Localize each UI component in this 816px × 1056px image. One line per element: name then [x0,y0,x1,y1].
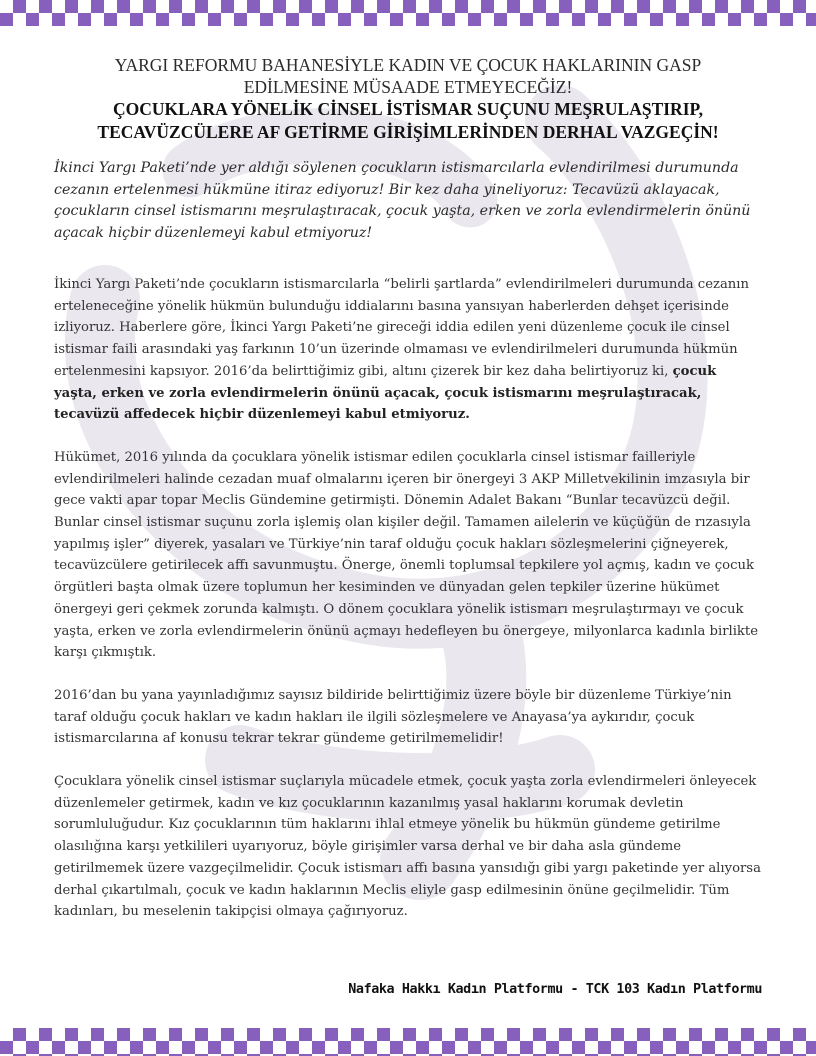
headline-line-2: TECAVÜZCÜLERE AF GETİRME GİRİŞİMLERİNDEN DERHAL VAZGEÇİN! [97,122,719,142]
paragraph-4: Çocuklara yönelik cinsel istismar suçlarıyla mücadele etmek, çocuk yaşta zorla evlendirmeleri önleyecek düzenlemeler getirmek, kadın ve kız çocuklarının kazanılmış yasal haklarını korumak devletin sorumluluğudur. Kız çocuklarının tüm haklarını ihlal etmeye yönelik bu hükmün gündeme getirilme olasılığına karşı yetkilileri uyarıyoruz, böyle girişimler varsa derhal ve bir daha asla gündeme getirilmemek üzere vazgeçilmelidir. Çocuk istismarı affı basına yansıdığı gibi yargı paketinde yer alıyorsa derhal çıkartılmalı, çocuk ve kadın haklarının Meclis eliyle gasp edilmesinin önüne geçilmelidir. Tüm kadınları, bu meselenin takipçisi olmaya çağırıyoruz. [54,774,761,920]
signature: Nafaka Hakkı Kadın Platformu - TCK 103 Kadın Platformu [348,982,762,997]
paragraph-1-text: İkinci Yargı Paketi’nde çocukların istismarcılarla “belirli şartlarda” evlendirilmeleri durumunda cezanın erteleneceğine yönelik hükmün bulunduğu iddialarını basına yansıyan haberlerden dehşet içerisinde izliyoruz. Haberlere göre, İkinci Yargı Paketi’ne gireceği iddia edilen yeni düzenleme çocuk ile cinsel istismar faili arasındaki yaş farkının 10’un üzerinde olmaması ve evlendirilmeleri durumunda hükmün ertelenmesini kapsıyor. 2016’da belirttiğimiz gibi, altını çizerek bir kez daha belirtiyoruz ki, [54,277,750,379]
document-title [54,54,762,98]
paragraph-1 [54,274,762,426]
title-line-1: YARGI REFORMU BAHANESİYLE KADIN VE ÇOCUK HAKLARININ GASP [114,55,702,75]
paragraph-1-emphasis: çocuk yaşta, erken ve zorla evlendirmelerin önünü açacak, çocuk istismarını meşrulaştıracak, tecavüzü affedecek hiçbir düzenlemeyi kabul etmiyoruz. [54,363,717,423]
document-body [54,54,762,944]
headline-line-1: ÇOCUKLARA YÖNELİK CİNSEL İSTİSMAR SUÇUNU MEŞRULAŞTIRIP, [113,99,703,119]
paragraph-3: 2016’dan bu yana yayınladığımız sayısız bildiride belirttiğimiz üzere böyle bir düzenleme Türkiye’nin taraf olduğu çocuk hakları ve kadın hakları ile ilgili sözleşmelere ve Anayasa’ya aykırıdır, çocuk istismarcılarına af konusu tekrar tekrar gündeme getirilmemelidir! [54,687,732,747]
paragraph-2: Hükümet, 2016 yılında da çocuklara yönelik istismar edilen çocuklarla cinsel istismar failleriyle evlendirilmeleri halinde cezadan muaf olmalarını içeren bir önergeyi 3 AKP Milletvekilinin imzasıyla bir gece vakti apar topar Meclis Gündemine getirmişti. Dönemin Adalet Bakanı “Bunlar tecavüzcü değil. Bunlar cinsel istismar suçunu zorla işlemiş olan kişiler değil. Tamamen ailelerin ve küçüğün de rızasıyla yapılmış işler” diyerek, yasaları ve Türkiye’nin taraf olduğu çocuk hakları sözleşmelerini çiğneyerek, tecavüzcülere getirilecek affı savunmuştu. Önerge, önemli toplumsal tepkilere yol açmış, kadın ve çocuk örgütleri başta olmak üzere toplumun her kesiminden ve dünyadan gelen tepkiler üzerine hükümet önergeyi geri çekmek zorunda kalmıştı. O dönem çocuklara yönelik istismarı meşrulaştırmayı ve çocuk yaşta, erken ve zorla evlendirmelerin önünü açmayı hedefleyen bu önergeye, milyonlarca kadınla birlikte karşı çıkmıştık. [54,449,759,661]
checkered-border-bottom [0,1028,816,1056]
intro-paragraph: İkinci Yargı Paketi’nde yer aldığı söylenen çocukların istismarcılarla evlendirilmesi durumunda cezanın ertelenmesi hükmüne itiraz ediyoruz! Bir kez daha yineliyoruz: Tecavüzü aklayacak, çocukların cinsel istismarını meşrulaştıracak, çocuk yaşta, erken ve zorla evlendirmelerin önünü açacak hiçbir düzenlemeyi kabul etmiyoruz! [54,160,751,241]
title-line-2: EDİLMESİNE MÜSAADE ETMEYECEĞİZ! [243,77,573,97]
document-headline [54,98,762,144]
